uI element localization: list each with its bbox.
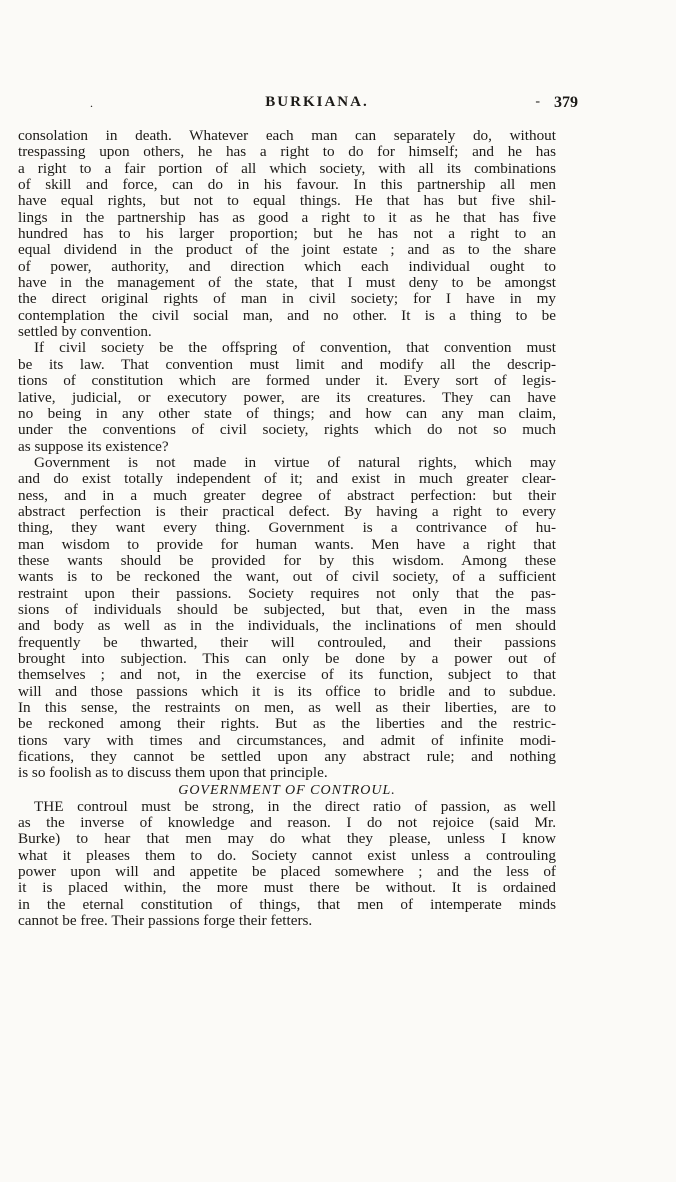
text-line: as the inverse of knowledge and reason. I do not rejoice (said Mr. — [18, 815, 556, 832]
text-line: Government is not made in virtue of natural rights, which may — [34, 454, 556, 471]
text-line: under the conventions of civil society, rights which do not so much — [18, 422, 556, 439]
text-line: of skill and force, can do in his favour. In this partnership all men — [18, 177, 556, 194]
text-line: a right to a fair portion of all which society, with all its combinations — [18, 160, 556, 177]
text-line: these wants should be provided for by this wisdom. Among these — [18, 552, 556, 569]
text-line: power upon will and appetite be placed somewhere ; and the less of — [18, 864, 556, 881]
text-line: and do exist totally independent of it; and exist in much greater clear- — [18, 471, 556, 488]
paragraph — [18, 340, 556, 454]
text-line: tions of constitution which are formed under it. Every sort of legis- — [18, 373, 556, 390]
body-text — [18, 128, 556, 930]
text-line: the direct original rights of man in civil society; for I have in my — [18, 291, 556, 308]
text-line: is so foolish as to discuss them upon that principle. — [18, 765, 328, 782]
text-line: cannot be free. Their passions forge their fetters. — [18, 913, 313, 930]
text-line: lative, judicial, or executory power, are its creatures. They can have — [18, 389, 556, 406]
paragraph — [18, 455, 556, 782]
text-line: what it pleases them to do. Society cannot exist unless a controuling — [18, 847, 556, 864]
text-line: of power, authority, and direction which each individual ought to — [18, 258, 556, 275]
text-line: settled by convention. — [18, 324, 152, 341]
text-line: If civil society be the offspring of convention, that convention must — [34, 340, 556, 357]
text-line: be its law. That convention must limit and modify all the descrip- — [18, 356, 556, 373]
text-line: as suppose its existence? — [18, 438, 169, 455]
text-line: be reckoned among their rights. But as the liberties and the restric- — [18, 716, 556, 733]
text-line: trespassing upon others, he has a right to do for himself; and he has — [18, 144, 556, 161]
text-line: hundred has to his larger proportion; but he has not a right to an — [18, 226, 556, 243]
text-line: brought into subjection. This can only be done by a power out of — [18, 651, 556, 667]
text-line: ness, and in a much greater degree of abstract perfection: but their — [18, 487, 556, 504]
text-line: abstract perfection is their practical defect. By having a right to every — [18, 503, 556, 520]
running-title: BURKIANA. — [265, 94, 369, 110]
text-line: thing, they want every thing. Government is a contrivance of hu- — [18, 520, 556, 537]
text-line: in the eternal constitution of things, that men of intemperate minds — [18, 896, 556, 913]
paragraph — [18, 128, 556, 340]
text-line: will and those passions which it is its office to bridle and to subdue. — [18, 683, 556, 700]
header-dash: ‑ — [535, 94, 540, 109]
text-line: fications, they cannot be settled upon any abstract rule; and nothing — [18, 749, 556, 766]
text-line: frequently be thwarted, their will controuled, and their passions — [18, 634, 556, 651]
text-line: wants is to be reckoned the want, out of civil society, of a sufficient — [18, 569, 556, 586]
text-line: In this sense, the restraints on men, as well as their liberties, are to — [18, 700, 556, 717]
text-line: sions of individuals should be subjected, but that, even in the mass — [18, 601, 556, 618]
text-line: tions vary with times and circumstances, and admit of infinite modi- — [18, 732, 556, 749]
text-line: lings in the partnership has as good a right to it as he that has five — [18, 209, 556, 226]
text-line: contemplation the civil social man, and no other. It is a thing to be — [18, 307, 556, 324]
text-line: have equal rights, but not to equal things. He that has but five shil- — [18, 193, 556, 210]
text-line: no being in any other state of things; and how can any man claim, — [18, 405, 556, 422]
text-line: it is placed within, the more must there be without. It is ordained — [18, 880, 556, 897]
page-header — [60, 94, 578, 116]
text-line: have in the management of the state, that I must deny to be amongst — [18, 275, 556, 292]
text-line: and body as well as in the individuals, the inclinations of men should — [18, 618, 556, 635]
text-line: equal dividend in the product of the joint estate ; and as to the share — [18, 242, 556, 259]
page-number: 379 — [554, 94, 578, 111]
text-line: Burke) to hear that men may do what they please, unless I know — [18, 831, 556, 848]
text-line: restraint upon their passions. Society requires not only that the pas- — [18, 585, 556, 602]
header-dot: . — [90, 96, 93, 110]
text-line: THE controul must be strong, in the direct ratio of passion, as well — [34, 798, 556, 815]
text-line: consolation in death. Whatever each man can separately do, without — [18, 128, 556, 144]
section-heading: GOVERNMENT OF CONTROUL. — [178, 782, 396, 798]
paragraph — [18, 799, 556, 930]
text-line: man wisdom to provide for human wants. Men have a right that — [18, 536, 556, 553]
text-line: themselves ; and not, in the exercise of its function, subject to that — [18, 667, 556, 684]
